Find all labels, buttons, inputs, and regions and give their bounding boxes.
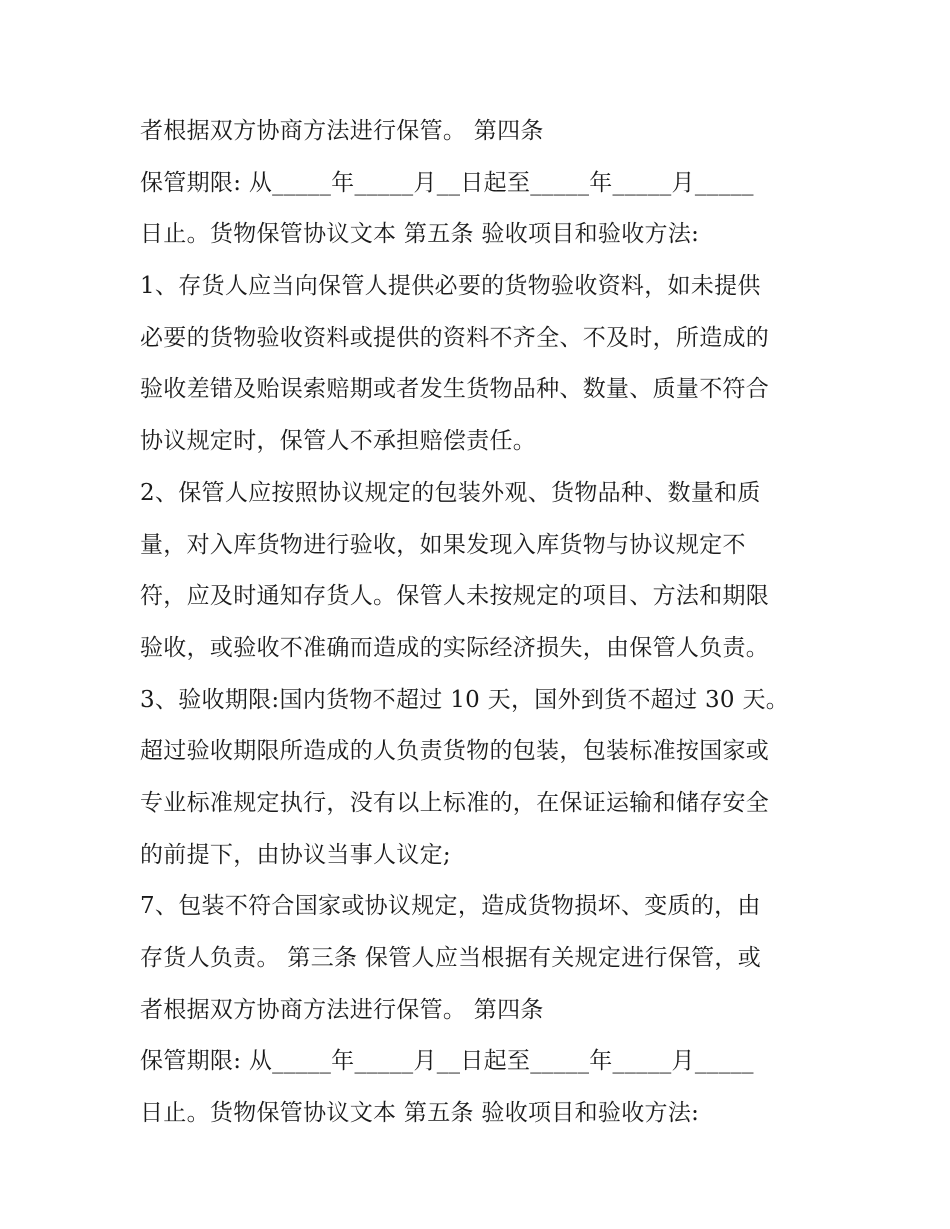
text-line: 者根据双方协商方法进行保管。 第四条 (140, 996, 544, 1023)
text-line: 的前提下，由协议当事人议定; (140, 841, 451, 868)
text-line: 验收差错及贻误索赔期或者发生货物品种、数量、质量不符合 (140, 376, 770, 403)
text-line: 协议规定时，保管人不承担赔偿责任。 (140, 428, 537, 455)
text-line: 保管期限: 从_____年_____月__日起至_____年_____月_____ (140, 1048, 754, 1075)
text-line: 2、保管人应按照协议规定的包装外观、货物品种、数量和质 (140, 479, 761, 506)
text-line: 存货人负责。 第三条 保管人应当根据有关规定进行保管，或 (140, 945, 762, 971)
document-body (140, 106, 830, 1140)
text-line: 者根据双方协商方法进行保管。 第四条 (140, 118, 544, 144)
text-line: 超过验收期限所造成的人负责货物的包装，包装标准按国家或 (140, 738, 770, 765)
text-line: 7、包装不符合国家或协议规定，造成货物损坏、变质的，由 (140, 893, 761, 920)
text-line: 3、验收期限:国内货物不超过 10 天，国外到货不超过 30 天。 (140, 686, 790, 713)
text-line: 量，对入库货物进行验收，如果发现入库货物与协议规定不 (140, 531, 746, 558)
text-line: 必要的货物验收资料或提供的资料不齐全、不及时，所造成的 (140, 324, 770, 351)
text-line: 验收，或验收不准确而造成的实际经济损失，由保管人负责。 (140, 634, 770, 661)
text-line: 1、存货人应当向保管人提供必要的货物验收资料，如未提供 (140, 273, 761, 300)
text-line: 专业标准规定执行，没有以上标准的，在保证运输和储存安全 (140, 789, 770, 816)
text-line: 保管期限: 从_____年_____月__日起至_____年_____月_____ (140, 169, 754, 196)
text-line: 日止。货物保管协议文本 第五条 验收项目和验收方法: (140, 1100, 700, 1127)
text-line: 日止。货物保管协议文本 第五条 验收项目和验收方法: (140, 221, 700, 248)
text-line: 符，应及时通知存货人。保管人未按规定的项目、方法和期限 (140, 583, 770, 610)
